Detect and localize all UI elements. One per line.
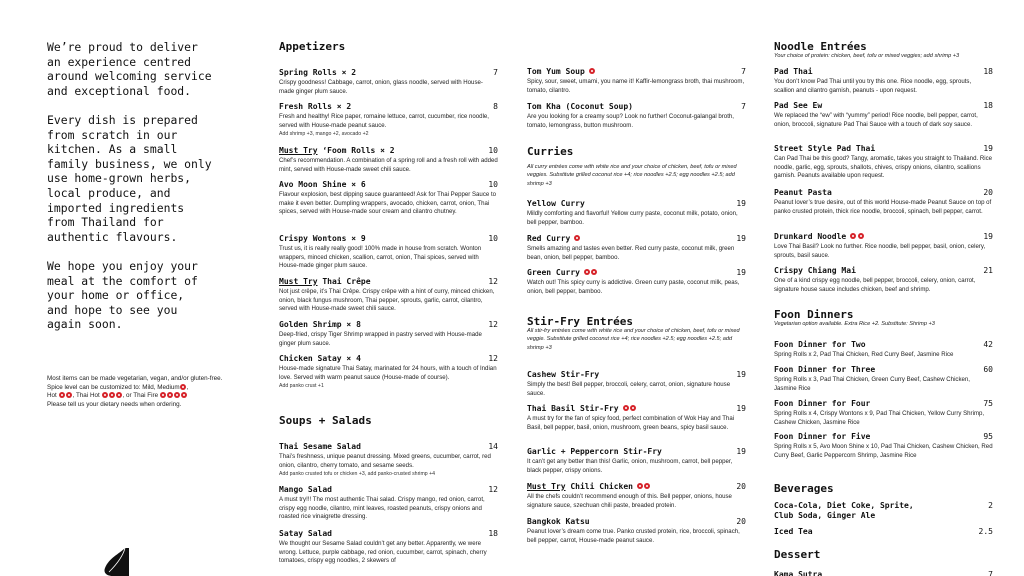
menu-item — [774, 101, 993, 129]
menu-item-name — [527, 447, 662, 456]
menu-item-row — [527, 447, 746, 457]
section-title-stir-fry: Stir-Fry Entrées — [527, 315, 633, 328]
menu-item — [279, 146, 498, 174]
menu-item-price: 7 — [988, 570, 993, 576]
menu-item-price: 19 — [983, 144, 993, 153]
menu-item-description: Spring Rolls x 2, Pad Thai Chicken, Red Curry Beef, Jasmine Rice — [774, 351, 954, 358]
menu-item-description: Love Thai Basil? Look no further. Rice noodle, bell pepper, basil, onion, celery, sprouts, basil sauce. — [774, 243, 986, 259]
menu-item-addons: Add shrimp +3, mango +2, avocado +2 — [279, 131, 369, 138]
curries-subtitle: All curry entrées come with white rice and your choice of chicken, beef, tofu or mixed veggies. Substitute grilled coconut rice +4; rice noodles +2.5; egg noodles +2.5; add shrimp +3 — [527, 164, 737, 187]
menu-item — [527, 447, 746, 475]
menu-item-title: Chicken Satay × 4 — [279, 354, 361, 363]
menu-item-name: Coca-Cola, Diet Coke, Sprite, — [774, 501, 914, 510]
menu-item-name — [527, 67, 595, 76]
menu-item-title: Peanut Pasta — [774, 188, 832, 197]
menu-item-title: Garlic + Peppercorn Stir-Fry — [527, 447, 662, 456]
menu-item-title: Thai Crêpe — [317, 277, 371, 286]
menu-item — [527, 67, 746, 95]
chili-pepper-icon — [116, 392, 122, 398]
menu-item-price: 20 — [736, 517, 746, 526]
menu-item-row — [527, 268, 746, 278]
menu-item-description: Spring Rolls x 4, Crispy Wontons x 9, Pad Thai Chicken, Yellow Curry Shrimp, Cashew Chicken, Jasmine Rice — [774, 410, 985, 426]
menu-item-name — [527, 234, 581, 243]
menu-item-price: 20 — [983, 188, 993, 197]
menu-item-price: 12 — [488, 485, 498, 494]
menu-item-price: 14 — [488, 442, 498, 451]
must-try-label: Must Try — [279, 277, 318, 286]
menu-item-soft-drinks — [774, 501, 993, 521]
menu-item-description: Trust us, it is really really good! 100% made in house from scratch. Wonton wrappers, minced chicken, scallion, carrot, onion, Thai spices, served with House-made ginger plum sauce. — [279, 245, 482, 270]
menu-item-title: Avo Moon Shine × 6 — [279, 180, 366, 189]
chili-pepper-icon — [858, 233, 864, 239]
menu-item-title: ‘Foom Rolls × 2 — [317, 146, 395, 155]
menu-item-row — [774, 501, 993, 511]
menu-item-description: Fresh and healthy! Rice paper, romaine lettuce, carrot, cucumber, rice noodle, served with House-made peanut sauce. — [279, 113, 490, 129]
menu-item-description: You don’t know Pad Thai until you try this one. Rice noodle, egg, sprouts, scallion and cilantro garnish, peanuts - upon request. — [774, 78, 972, 94]
menu-item-price: 10 — [488, 234, 498, 243]
menu-item-name — [279, 180, 366, 189]
menu-item-name — [774, 432, 870, 441]
menu-item-row — [774, 570, 993, 576]
section-title-beverages: Beverages — [774, 482, 834, 495]
section-title-noodles: Noodle Entrées — [774, 40, 867, 53]
menu-item-name — [527, 199, 585, 208]
menu-item-title: Tom Yum Soup — [527, 67, 585, 76]
menu-item-title: Mango Salad — [279, 485, 332, 494]
menu-item-price: 10 — [488, 146, 498, 155]
menu-item-title: Chili Chicken — [565, 482, 633, 491]
menu-item-description: Spring Rolls x 3, Pad Thai Chicken, Green Curry Beef, Cashew Chicken, Jasmine Rice — [774, 376, 970, 392]
menu-item-description: Can Pad Thai be this good? Tangy, aromatic, takes you straight to Thailand. Rice noodle, garlic, egg, sprouts, shallots, chives, crispy onions, cilantro, scallions garnish. Peanuts available upon request. — [774, 155, 993, 180]
menu-item-price: 19 — [736, 447, 746, 456]
menu-item-row — [774, 340, 993, 350]
menu-item-price: 95 — [983, 432, 993, 441]
chili-pepper-icon — [623, 405, 629, 411]
menu-item-description: It can’t get any better than this! Garlic, onion, mushroom, carrot, bell pepper, black pepper, crispy onions. — [527, 458, 733, 474]
dietary-note-line-4: Please tell us your dietary needs when ordering. — [47, 400, 182, 408]
menu-item-name: Iced Tea — [774, 527, 813, 536]
menu-item-row — [279, 320, 498, 330]
menu-item-title: Fresh Rolls × 2 — [279, 102, 352, 111]
menu-item-price: 2 — [988, 501, 993, 510]
menu-item-title: Bangkok Katsu — [527, 517, 590, 526]
menu-item-title: Green Curry — [527, 268, 580, 277]
menu-item-name-line-2: Club Soda, Ginger Ale — [774, 511, 876, 520]
menu-item — [774, 365, 993, 393]
menu-item-price: 8 — [493, 102, 498, 111]
menu-item — [774, 188, 993, 216]
menu-item-description: Simply the best! Bell pepper, broccoli, celery, carrot, onion, signature house sauce. — [527, 381, 731, 397]
menu-item-row — [527, 370, 746, 380]
menu-item-description: A must try for the fan of spicy food, perfect combination of Wok Hay and Thai Basil, bell pepper, basil, onion, mushroom, green beans, spicy basil sauce. — [527, 415, 735, 431]
menu-item-row-2 — [774, 511, 993, 521]
menu-item-price: 18 — [983, 101, 993, 110]
menu-item-name — [774, 266, 856, 275]
menu-item-description: Chef’s recommendation. A combination of a spring roll and a fresh roll with added mint, served with House-made sweet chili sauce. — [279, 157, 498, 173]
must-try-label: Must Try — [279, 146, 318, 155]
menu-item-price: 18 — [488, 529, 498, 538]
chili-pepper-icon — [850, 233, 856, 239]
menu-item-price: 10 — [488, 180, 498, 189]
chili-pepper-icon — [630, 405, 636, 411]
menu-item-description: Thai’s freshness, unique peanut dressing. Mixed greens, cucumber, carrot, red onion, cilantro, cherry tomato, and sesame seeds. — [279, 453, 491, 469]
menu-item-addons: Add panko crust +1 — [279, 383, 324, 390]
chili-pepper-icon — [574, 235, 580, 241]
menu-item-price: 20 — [736, 482, 746, 491]
menu-item-row — [774, 101, 993, 111]
menu-item-description: We thought our Sesame Salad couldn’t get any better. Apparently, we were wrong. Lettuce, purple cabbage, red onion, cucumber, carrot, spinach, cherry tomatoes, crispy egg noodles, 2 skewers of — [279, 540, 487, 565]
menu-item-name — [527, 268, 598, 277]
menu-item-row — [279, 180, 498, 190]
menu-item-row — [774, 188, 993, 198]
menu-item-description: A must try!!! The most authentic Thai salad. Crispy mango, red onion, carrot, crispy egg noodle, cilantro, mint leaves, roasted peanuts, crispy onions and roasted rice vinaigrette dressing. — [279, 496, 485, 521]
menu-item-name: Kama Sutra — [774, 570, 823, 576]
menu-item-row — [279, 442, 498, 452]
menu-item — [774, 144, 993, 181]
intro-paragraph-1: We’re proud to deliver an experience centred around welcoming service and exceptional food. — [47, 40, 212, 98]
spice-level-label: Spice level can be customized to: Mild, Medium — [47, 383, 180, 391]
menu-item-row — [527, 102, 746, 112]
menu-item-row — [774, 432, 993, 442]
menu-item-row — [527, 517, 746, 527]
section-title-curries: Curries — [527, 145, 574, 158]
menu-item-description: Flavour explosion, best dipping sauce guaranteed! Ask for Thai Pepper Sauce to make it even better. Dumpling wrappers, avocado, chicken, carrot, onion, Thai spices, served with House-made sour cream and cilantro chutney. — [279, 191, 497, 216]
thai-hot-label: , Thai Hot — [72, 392, 100, 400]
menu-item-row — [774, 266, 993, 276]
menu-item-price: 42 — [983, 340, 993, 349]
menu-item-name — [279, 277, 371, 286]
leaf-logo-icon — [99, 546, 129, 576]
menu-item — [774, 266, 993, 294]
menu-item-title: Thai Sesame Salad — [279, 442, 361, 451]
dietary-note-line-1: Most items can be made vegetarian, vegan, and/or gluten-free. — [47, 375, 223, 382]
menu-item-name — [527, 517, 590, 526]
menu-item — [279, 234, 498, 271]
intro-paragraph-2: Every dish is prepared from scratch in our kitchen. As a small family business, we only use home-grown herbs, local produce, and imported ingredients from Thailand for authentic flavours. — [47, 113, 212, 244]
menu-item-title: Foon Dinner for Five — [774, 432, 871, 441]
menu-item — [279, 320, 498, 348]
section-title-soups-salads: Soups + Salads — [279, 414, 372, 427]
menu-item-name — [774, 340, 866, 349]
menu-item — [527, 370, 746, 398]
section-title-appetizers: Appetizers — [279, 40, 346, 53]
menu-item-name — [279, 68, 356, 77]
menu-item-name — [279, 234, 366, 243]
chili-pepper-icon — [59, 392, 65, 398]
menu-item-title: Spring Rolls × 2 — [279, 68, 357, 77]
menu-item-price: 7 — [493, 68, 498, 77]
menu-item — [279, 277, 498, 314]
menu-item-title: Street Style Pad Thai — [774, 144, 876, 153]
menu-item-name — [279, 102, 351, 111]
menu-item-row — [279, 485, 498, 495]
menu-item-title: Thai Basil Stir-Fry — [527, 404, 619, 413]
menu-item-description: Not just crêpe, it’s Thai Crêpe. Crispy crêpe with a hint of curry, minced chicken, onion, black fungus mushroom, Thai pepper, sprouts, garlic, carrot, cilantro, served with House-made sweet chili sauce. — [279, 288, 495, 313]
menu-item-iced-tea — [774, 527, 993, 537]
menu-item-row — [279, 102, 498, 112]
menu-item-description: Deep-fried, crispy Tiger Shrimp wrapped in pastry served with House-made ginger plum sauce. — [279, 331, 482, 347]
intro-paragraph-3: We hope you enjoy your meal at the comfort of your home or office, and hope to see you again soon. — [47, 259, 198, 332]
stir-fry-subtitle: All stir-fry entrées come with white rice and your choice of chicken, beef, tofu or mixed veggie. Substitute grilled coconut rice +4; rice noodles +2.5; egg noodles +2.5; add shrimp +3 — [527, 328, 740, 351]
menu-item-row — [774, 67, 993, 77]
thai-fire-label: , or Thai Fire — [122, 392, 159, 400]
menu-item-description: Spicy, sour, sweet, umami, you name it! Kaffir-lemongrass broth, thai mushroom, tomato, cilantro. — [527, 78, 745, 94]
menu-item-row — [774, 399, 993, 409]
menu-item — [527, 268, 746, 296]
menu-item-description: Spring Rolls x 5, Avo Moon Shine x 10, Pad Thai Chicken, Cashew Chicken, Red Curry Beef, Garlic Peppercorn Shrimp, Jasmine Rice — [774, 443, 993, 459]
menu-item-name — [774, 67, 813, 76]
menu-item — [774, 399, 993, 427]
menu-item-title: Crispy Chiang Mai — [774, 266, 856, 275]
section-title-dessert: Dessert — [774, 548, 821, 561]
chili-pepper-icon — [66, 392, 72, 398]
menu-item — [279, 354, 498, 390]
menu-item-name — [774, 399, 870, 408]
menu-item-row — [527, 199, 746, 209]
menu-item-name — [279, 529, 332, 538]
menu-item — [774, 340, 993, 360]
menu-item-row — [774, 365, 993, 375]
menu-item-title: Golden Shrimp × 8 — [279, 320, 361, 329]
menu-item-name — [279, 485, 332, 494]
menu-item-title: Crispy Wontons × 9 — [279, 234, 366, 243]
menu-item-row — [527, 404, 746, 414]
menu-item-price: 60 — [983, 365, 993, 374]
menu-item — [527, 404, 746, 432]
menu-item-price: 7 — [741, 67, 746, 76]
menu-item-price: 18 — [983, 67, 993, 76]
chili-pepper-icon — [584, 269, 590, 275]
menu-item — [527, 517, 746, 545]
menu-item — [527, 199, 746, 227]
menu-item-row — [279, 529, 498, 539]
dietary-note — [47, 375, 247, 409]
menu-item-title: Foon Dinner for Three — [774, 365, 876, 374]
menu-item — [774, 67, 993, 95]
menu-item-description: Mildly comforting and flavorful! Yellow curry paste, coconut milk, potato, onion, bell pepper, bamboo. — [527, 210, 738, 226]
menu-item-price: 75 — [983, 399, 993, 408]
spice-level-line: Spice level can be customized to: Mild, Medium , — [47, 383, 189, 391]
chili-pepper-icon — [160, 392, 166, 398]
noodles-subtitle: Your choice of protein: chicken, beef, tofu or mixed veggies; add shrimp +3 — [774, 53, 960, 59]
menu-item-row — [527, 482, 746, 492]
menu-item-description: Smells amazing and tastes even better. Red curry paste, coconut milk, green bean, onion, bell pepper, bamboo. — [527, 245, 735, 261]
menu-item-row — [279, 68, 498, 78]
menu-item-name — [774, 188, 832, 197]
menu-item-description: Are you looking for a creamy soup? Look no further! Coconut-galangal broth, tomato, lemongrass, button mushroom. — [527, 113, 734, 129]
menu-item-title: Pad Thai — [774, 67, 813, 76]
menu-item-description: We replaced the “ew” with “yummy” period! Rice noodle, bell pepper, carrot, onion, broccoli, signature Pad Thai Sauce with a touch of dark soy sauce. — [774, 112, 978, 128]
menu-item-row — [279, 146, 498, 156]
menu-item-row — [774, 144, 993, 154]
chili-pepper-icon — [644, 483, 650, 489]
menu-item-name — [279, 320, 361, 329]
menu-item-price: 7 — [741, 102, 746, 111]
menu-item-description: Crispy goodness! Cabbage, carrot, onion, glass noodle, served with House-made ginger plum sauce. — [279, 79, 483, 95]
menu-item — [279, 529, 498, 566]
menu-item-title: Pad See Ew — [774, 101, 823, 110]
menu-item — [279, 102, 498, 138]
menu-item-row — [774, 232, 993, 242]
menu-item-price: 12 — [488, 277, 498, 286]
menu-item-name — [774, 101, 822, 110]
menu-item-title: Satay Salad — [279, 529, 332, 538]
menu-item — [279, 442, 498, 478]
menu-item-description: Watch out! This spicy curry is addictive. Green curry paste, coconut milk, peas, onion, bell pepper, bamboo. — [527, 279, 740, 295]
menu-item-price: 19 — [736, 370, 746, 379]
menu-item-name — [527, 482, 651, 491]
menu-item-name — [279, 442, 361, 451]
menu-item-row — [279, 277, 498, 287]
menu-item-kama-sutra — [774, 570, 993, 576]
menu-item — [774, 232, 993, 260]
menu-item-price: 2.5 — [978, 527, 993, 536]
menu-item-description: Peanut lover’s true desire, out of this world House-made Peanut Sauce on top of panko crusted protein, thick rice noodle, broccoli, spinach, bell pepper, carrot. — [774, 199, 992, 215]
menu-item-title: Red Curry — [527, 234, 571, 243]
menu-item-description: All the chefs couldn’t recommend enough of this. Bell pepper, onions, house signature sauce, szechuan chili paste, breaded protein. — [527, 493, 732, 509]
must-try-label: Must Try — [527, 482, 566, 491]
menu-item-title: Drunkard Noodle — [774, 232, 847, 241]
menu-item-price: 19 — [736, 268, 746, 277]
menu-item-title: Cashew Stir-Fry — [527, 370, 600, 379]
chili-pepper-icon — [591, 269, 597, 275]
foon-dinners-subtitle: Vegetarian option available. Extra Rice +2. Substitute: Shrimp +3 — [774, 321, 935, 327]
menu-item-title: Foon Dinner for Two — [774, 340, 866, 349]
menu-item-name — [527, 404, 637, 413]
menu-item-name — [527, 102, 633, 111]
menu-item-price: 12 — [488, 354, 498, 363]
menu-item — [527, 102, 746, 130]
menu-item — [279, 68, 498, 96]
menu-item-row — [527, 67, 746, 77]
menu-item-name — [279, 146, 395, 155]
menu-item-name — [527, 370, 599, 379]
menu-item — [774, 432, 993, 460]
menu-item-price: 19 — [736, 199, 746, 208]
spice-level-line-2 — [47, 392, 247, 401]
menu-item-price: 19 — [736, 234, 746, 243]
menu-item — [279, 485, 498, 522]
menu-item-row — [279, 354, 498, 364]
chili-pepper-icon — [181, 392, 187, 398]
chili-pepper-icon — [589, 68, 595, 74]
chili-pepper-icon — [102, 392, 108, 398]
chili-pepper-icon — [167, 392, 173, 398]
hot-label: Hot — [47, 392, 57, 400]
menu-item-name — [774, 232, 864, 241]
menu-item-title: Yellow Curry — [527, 199, 585, 208]
section-title-foon-dinners: Foon Dinners — [774, 308, 854, 321]
chili-pepper-icon — [109, 392, 115, 398]
menu-item-title: Tom Kha (Coconut Soup) — [527, 102, 633, 111]
menu-item — [527, 234, 746, 262]
chili-pepper-icon — [174, 392, 180, 398]
menu-item — [527, 482, 746, 510]
menu-item-title: Foon Dinner for Four — [774, 399, 871, 408]
menu-item — [279, 180, 498, 217]
menu-item-name — [279, 354, 361, 363]
menu-item-price: 21 — [983, 266, 993, 275]
menu-item-description: House-made signature Thai Satay, marinated for 24 hours, with a touch of Indian love. Served with warm peanut sauce (House-made of course). — [279, 365, 497, 381]
menu-item-price: 19 — [736, 404, 746, 413]
menu-item-name — [774, 144, 875, 153]
menu-item-description: One of a kind crispy egg noodle, bell pepper, broccoli, celery, onion, carrot, signature house sauce includes chicken, beef and shrimp. — [774, 277, 976, 293]
menu-item-row — [774, 527, 993, 537]
menu-item-row — [527, 234, 746, 244]
menu-item-row — [279, 234, 498, 244]
menu-item-addons: Add panko crusted tofu or chicken +3, add panko-crusted shrimp +4 — [279, 471, 436, 478]
menu-item-description: Peanut lover’s dream come true. Panko crusted protein, rice, broccoli, spinach, bell pepper, carrot, House-made peanut sauce. — [527, 528, 740, 544]
menu-item-price: 19 — [983, 232, 993, 241]
chili-pepper-icon — [180, 384, 186, 390]
chili-pepper-icon — [637, 483, 643, 489]
menu-item-name — [774, 365, 875, 374]
menu-item-price: 12 — [488, 320, 498, 329]
